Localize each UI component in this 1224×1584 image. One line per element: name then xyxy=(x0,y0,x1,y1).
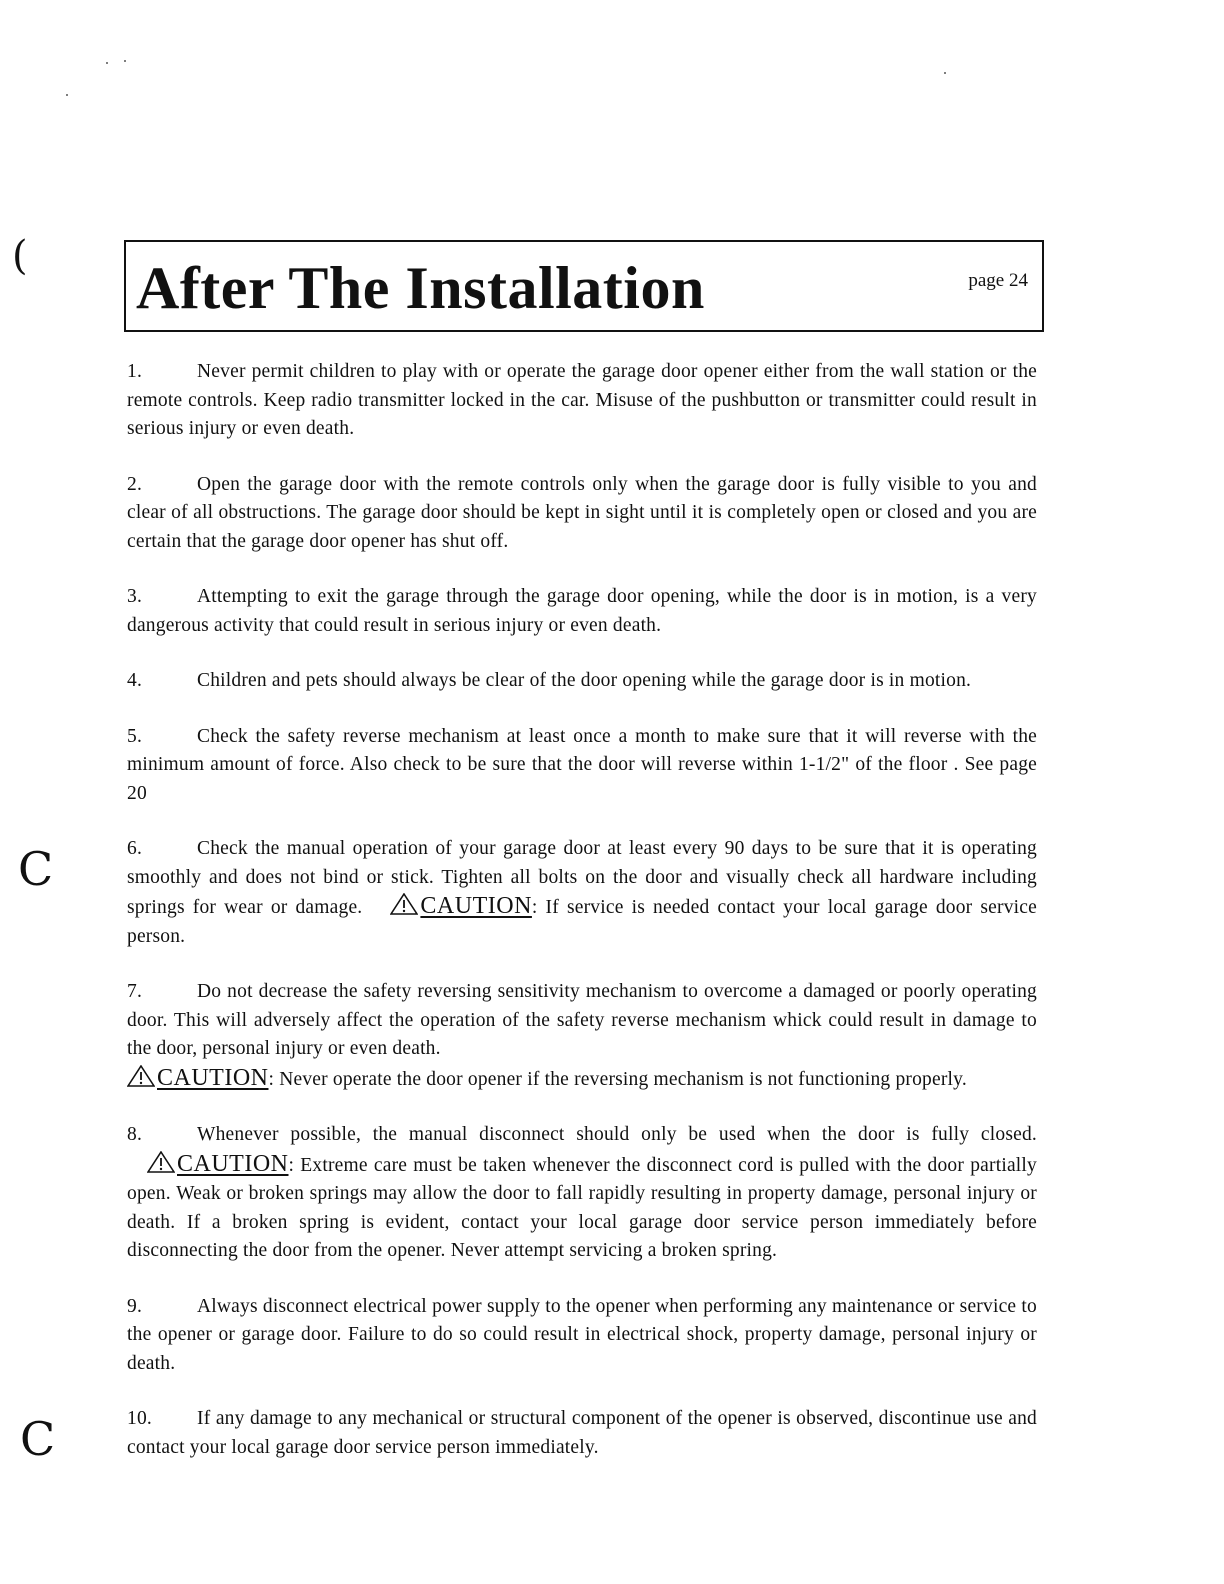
list-item xyxy=(127,667,1037,696)
caution-notice xyxy=(127,1150,289,1177)
list-item xyxy=(127,358,1037,444)
item-number: 4. xyxy=(127,670,143,691)
caution-notice xyxy=(370,893,532,919)
scan-speck xyxy=(944,72,946,74)
caution-text: : Never operate the door opener if the reversing mechanism is not functioning properly. xyxy=(268,1068,967,1090)
item-text: Whenever possible, the manual disconnect should only be used when the door is fully closed. xyxy=(197,1124,1037,1145)
caution-label: CAUTION xyxy=(157,1064,269,1091)
scan-mark-bottom: C xyxy=(20,1412,56,1466)
item-text: Check the safety reverse mechanism at least once a month to make sure that it will reverse with the minimum amount of force. Also check to be sure that the door will reverse within 1-1/2" of the floor . See page 20 xyxy=(127,725,1037,804)
header-box xyxy=(124,240,1044,332)
list-item xyxy=(127,583,1037,640)
item-number: 3. xyxy=(127,586,143,607)
item-number: 2. xyxy=(127,473,143,495)
page-title: After The Installation xyxy=(136,255,705,321)
scan-mark-middle: C xyxy=(18,842,54,896)
item-number: 10. xyxy=(127,1408,152,1429)
caution-label: CAUTION xyxy=(420,893,532,919)
item-number: 9. xyxy=(127,1295,143,1317)
item-number: 5. xyxy=(127,725,143,747)
item-number: 6. xyxy=(127,838,143,859)
item-number: 1. xyxy=(127,361,143,382)
caution-text: : If service is needed contact your local garage door service person. xyxy=(127,897,1037,947)
item-text: Children and pets should always be clear of the door opening while the garage door is in motion. xyxy=(197,670,972,691)
list-item xyxy=(127,835,1037,951)
item-number: 8. xyxy=(127,1124,143,1145)
list-item xyxy=(127,723,1037,809)
caution-notice xyxy=(127,1064,269,1091)
scan-mark-top: ( xyxy=(12,233,28,279)
instructions-list xyxy=(127,358,1037,1489)
item-text: If any damage to any mechanical or structural component of the opener is observed, discontinue use and contact your local garage door service person immediately. xyxy=(127,1408,1037,1458)
caution-text: : Extreme care must be taken whenever the disconnect cord is pulled with the door partially open. Weak or broken springs may allow the door to fall rapidly resulting in property damage, personal injury or death. If a broken spring is evident, contact your local garage door service person immediately before disconnecting the door from the opener. Never attempt servicing a broken spring. xyxy=(127,1154,1037,1261)
scan-speck xyxy=(66,94,68,96)
item-text: Never permit children to play with or operate the garage door opener either from the wall station or the remote controls. Keep radio transmitter locked in the car. Misuse of the pushbutton or transmitter could result in serious injury or even death. xyxy=(127,361,1037,439)
list-item xyxy=(127,978,1037,1094)
item-text: Always disconnect electrical power supply to the opener when performing any maintenance or service to the opener or garage door. Failure to do so could result in electrical shock, property damage, personal injury or death. xyxy=(127,1295,1037,1374)
item-text: Attempting to exit the garage through the garage door opening, while the door is in motion, is a very dangerous activity that could result in serious injury or even death. xyxy=(127,586,1037,636)
warning-triangle-icon xyxy=(127,1065,155,1087)
item-number: 7. xyxy=(127,981,143,1002)
caution-label: CAUTION xyxy=(177,1150,289,1177)
page-number: page 24 xyxy=(968,270,1028,291)
item-text: Check the manual operation of your garage door at least every 90 days to be sure that it is operating smoothly and does not bind or stick. Tighten all bolts on the door and visually check all hardware including springs for wear or damage. xyxy=(127,838,1037,918)
warning-triangle-icon xyxy=(147,1151,175,1173)
item-text: Do not decrease the safety reversing sensitivity mechanism to overcome a damaged or poorly operating door. This will adversely affect the operation of the safety reverse mechanism whick could result in damage to the door, personal injury or even death. xyxy=(127,981,1037,1059)
list-item xyxy=(127,1405,1037,1462)
list-item xyxy=(127,1293,1037,1379)
list-item xyxy=(127,471,1037,557)
scan-speck xyxy=(124,60,126,62)
list-item xyxy=(127,1121,1037,1266)
item-text: Open the garage door with the remote controls only when the garage door is fully visible to you and clear of all obstructions. The garage door should be kept in sight until it is completely open or closed and you are certain that the garage door opener has shut off. xyxy=(127,473,1037,552)
scan-speck xyxy=(106,62,108,64)
warning-triangle-icon xyxy=(390,893,418,915)
